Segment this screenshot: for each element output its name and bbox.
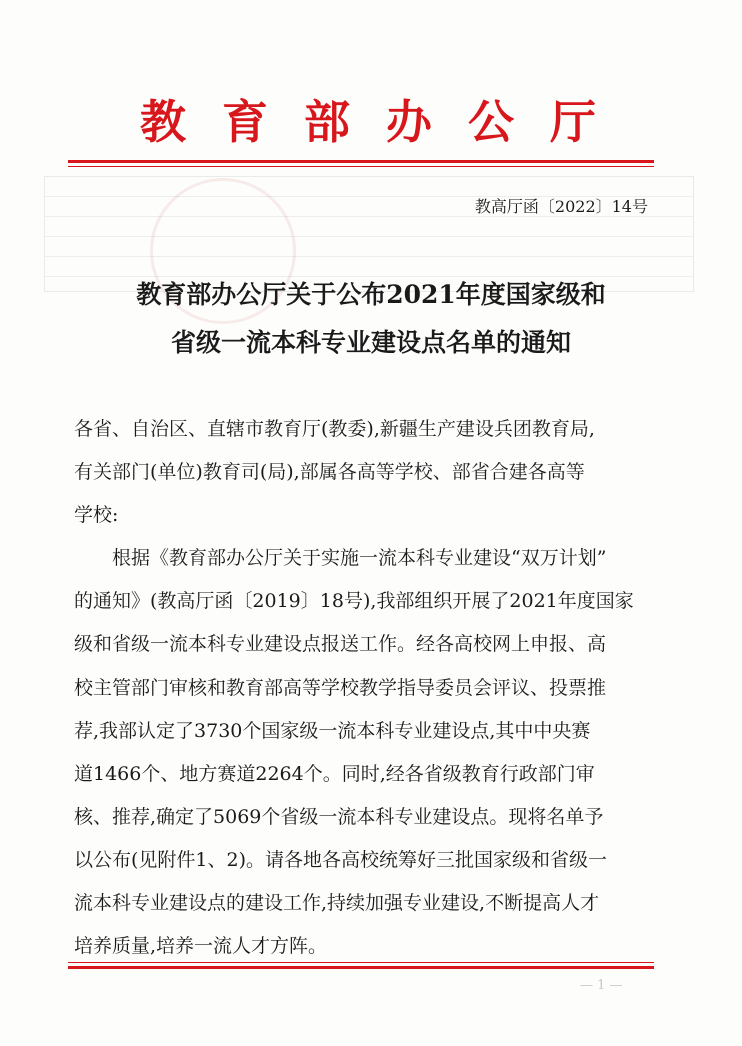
notice-title-line-2: 省级一流本科专业建设点名单的通知 (170, 328, 571, 357)
document-number: 教高厅函〔2022〕14号 (474, 197, 648, 216)
red-divider-bottom-thin (68, 962, 654, 963)
body-line: 以公布(见附件1、2)。请各地各高校统筹好三批国家级和省级一 (74, 849, 608, 871)
body-line: 各省、自治区、直辖市教育厅(教委),新疆生产建设兵团教育局, (74, 418, 595, 440)
body-line: 校主管部门审核和教育部高等学校教学指导委员会评议、投票推 (74, 677, 607, 699)
body-line: 的通知》(教高厅函〔2019〕18号),我部组织开展了2021年度国家 (74, 590, 634, 612)
body-line: 道1466个、地方赛道2264个。同时,经各省级教育行政部门审 (74, 763, 595, 785)
body-line: 培养质量,培养一流人才方阵。 (74, 935, 328, 957)
body-line: 流本科专业建设点的建设工作,持续加强专业建设,不断提高人才 (74, 892, 600, 914)
body-line: 核、推荐,确定了5069个省级一流本科专业建设点。现将名单予 (74, 806, 604, 828)
body-line: 级和省级一流本科专业建设点报送工作。经各高校网上申报、高 (74, 633, 607, 655)
page-number: — 1 — (580, 978, 623, 993)
body-line: 有关部门(单位)教育司(局),部属各高等学校、部省合建各高等 (74, 461, 585, 483)
red-divider-top (68, 160, 654, 163)
body-line: 学校: (74, 504, 119, 526)
red-divider-top-thin (68, 166, 654, 167)
body-line: 荐,我部认定了3730个国家级一流本科专业建设点,其中中央赛 (74, 720, 591, 742)
red-divider-bottom (68, 966, 654, 969)
issuing-office-title: 教育部办公厅 (140, 95, 632, 149)
notice-title-line-1: 教育部办公厅关于公布2021年度国家级和 (136, 280, 606, 309)
body-line: 根据《教育部办公厅关于实施一流本科专业建设“双万计划” (74, 547, 607, 569)
